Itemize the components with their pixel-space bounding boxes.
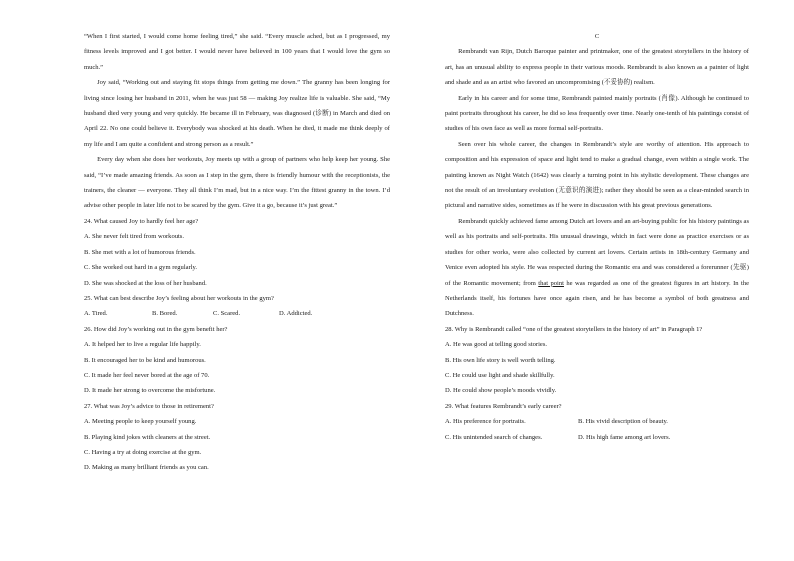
right-column bbox=[445, 29, 749, 445]
option: C. She worked out hard in a gym regularly. bbox=[84, 264, 198, 272]
paragraph-text: Rembrandt quickly achieved fame among Dutch art lovers and an art-buying public for his history paintings as well as his portraits and self-portraits. His unusual drawings, which in fact were done as practice exercises or as studies for other works, were also collected by current art lovers. Certain artists in 18th-century Germany and Venice even adopted his style. He was respected during the Romantic era and was considered a forerunner (先驱) of the Romantic movement; from bbox=[445, 217, 749, 287]
option: A. He was good at telling good stories. bbox=[445, 341, 548, 349]
option: B. Playing kind jokes with cleaners at the street. bbox=[84, 433, 211, 441]
question-26: 26. How did Joy’s working out in the gym benefit her? bbox=[84, 325, 228, 333]
option: B. Bored. bbox=[152, 310, 178, 318]
question-27: 27. What was Joy’s advice to those in retirement? bbox=[84, 402, 214, 410]
underlined-phrase: that point bbox=[538, 279, 564, 287]
paragraph-text: he was regarded as one of the greatest figures in art history. In the Netherlands itself, his fortunes have once again risen, and he has become a symbol of both greatness and Dutchness. bbox=[445, 279, 749, 318]
paragraph bbox=[445, 214, 749, 322]
paragraph: Rembrandt van Rijn, Dutch Baroque painter and printmaker, one of the greatest storytellers in the history of art, has an unusual ability to express people in their various moods. Rembrandt is also known as a painter of light and shade and as an artist who favored an uncompromising (不妥协的) realism. bbox=[445, 48, 749, 87]
option: C. He could use light and shade skillfully. bbox=[445, 371, 555, 379]
option: D. His high fame among art lovers. bbox=[578, 433, 671, 441]
left-column bbox=[84, 29, 390, 476]
options-row bbox=[445, 414, 749, 429]
option: B. It encouraged her to be kind and humorous. bbox=[84, 356, 206, 364]
option: A. Tired. bbox=[84, 310, 108, 318]
paragraph: Joy said, “Working out and staying fit stops things from getting me down.” The granny has been longing for living since losing her husband in 2011, when he was just 58 — making Joy realize life is valuable. She said, “My husband died very young and very quickly. He became ill in February, was diagnosed (诊断) in March and died on April 22. No one could believe it. Everybody was shocked at his death. When he died, it made me think deeply of my life and I am quite a confident and strong person as a result.” bbox=[84, 79, 390, 148]
option: D. She was shocked at the loss of her husband. bbox=[84, 279, 207, 287]
option: D. He could show people’s moods vividly. bbox=[445, 387, 557, 395]
question-28: 28. Why is Rembrandt called “one of the greatest storytellers in the history of art” in Paragraph 1? bbox=[445, 325, 703, 333]
question-25: 25. What can best describe Joy’s feeling about her workouts in the gym? bbox=[84, 294, 274, 302]
option: B. She met with a lot of humorous friends. bbox=[84, 248, 196, 256]
option: B. His vivid description of beauty. bbox=[578, 418, 668, 426]
option: D. Addicted. bbox=[279, 310, 313, 318]
paragraph: Early in his career and for some time, Rembrandt painted mainly portraits (肖像). Although he continued to paint portraits throughout his career, he did so less frequently over time. Nearly one-tenth of his paintings consist of studies of his own face as well as more formal self-portraits. bbox=[445, 94, 749, 133]
option: C. Scared. bbox=[213, 310, 241, 318]
options-row bbox=[84, 306, 390, 321]
option: D. Making as many brilliant friends as you can. bbox=[84, 464, 209, 472]
question-29: 29. What features Rembrandt’s early career? bbox=[445, 402, 562, 410]
section-heading: C bbox=[594, 33, 600, 40]
option: A. It helped her to live a regular life happily. bbox=[84, 341, 201, 349]
option: A. Meeting people to keep yourself young. bbox=[84, 418, 197, 426]
paragraph: Every day when she does her workouts, Joy meets up with a group of partners who help keep her young. She said, “I’ve made amazing friends. As soon as I step in the gym, there is friendly humour with the receptionists, the trainers, the cleaner — everyone. They all think I’m mad, but in a nice way. I’m the fittest granny in the town. I’d advise other people in later life not to be scared by the gym. Give it a go, because it’s just great.” bbox=[84, 156, 390, 210]
option: C. Having a try at doing exercise at the gym. bbox=[84, 448, 202, 456]
question-24: 24. What caused Joy to hardly feel her age? bbox=[84, 217, 199, 225]
option: A. His preference for portraits. bbox=[445, 418, 526, 426]
option: A. She never felt tired from workouts. bbox=[84, 233, 184, 241]
option: C. It made her feel never bored at the age of 70. bbox=[84, 371, 210, 379]
paragraph: “When I first started, I would come home feeling tired,” she said. “Every muscle ached, but as I progressed, my fitness levels improved and I got better. I would never have believed in 100 years that I would love the gym so much.” bbox=[84, 33, 390, 71]
option: D. It made her strong to overcome the misfortune. bbox=[84, 387, 216, 395]
option: C. His unintended search of changes. bbox=[445, 433, 543, 441]
option: B. His own life story is well worth telling. bbox=[445, 356, 556, 364]
options-row bbox=[445, 430, 749, 445]
paragraph: Seen over his whole career, the changes in Rembrandt’s style are worthy of attention. His approach to composition and his expression of space and light tend to make a gradual change, even within a single work. The painting known as Night Watch (1642) was clearly a turning point in his stylistic development. These changes are not the result of an involuntary evolution (无意识的演进); rather they should be seen as a clear-minded search in pictural and narrative sides, sometimes as if he were in discussion with his great previous generations. bbox=[445, 140, 749, 210]
